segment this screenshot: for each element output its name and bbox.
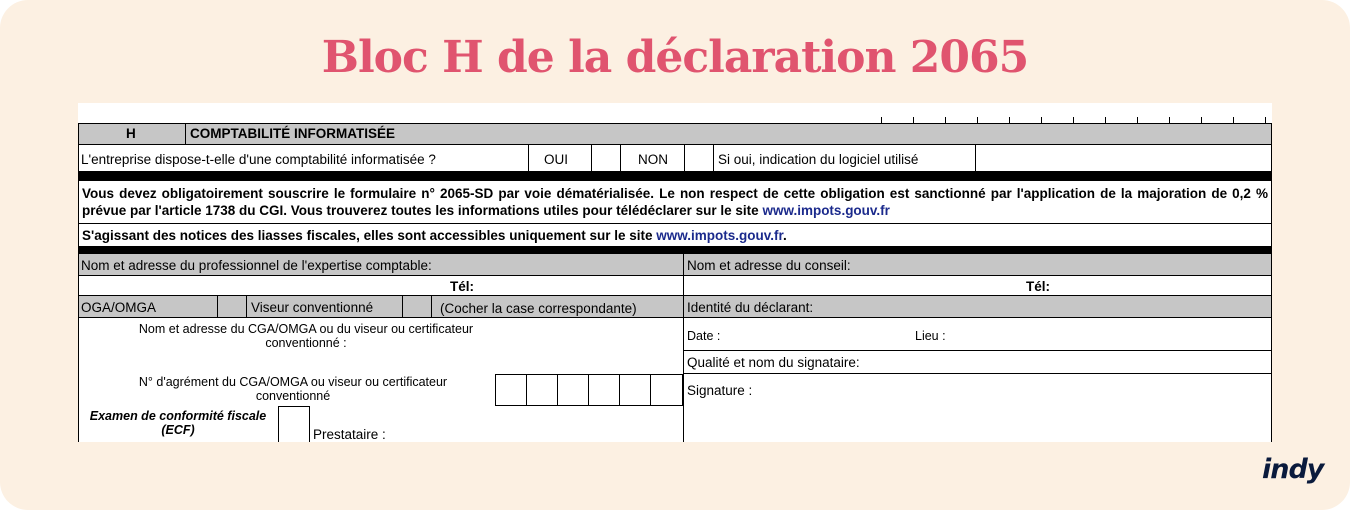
oga-label: OGA/OMGA [81,300,157,315]
divider [683,276,684,296]
divider [683,296,684,318]
non-label: NON [638,152,668,167]
divider [683,373,1272,374]
impots-link[interactable]: www.impots.gouv.fr [656,228,783,243]
separator-bar [78,246,1272,254]
divider [683,350,1272,351]
oga-checkbox[interactable] [217,296,247,318]
oui-checkbox[interactable] [591,145,621,172]
ecf-checkbox[interactable] [278,406,310,442]
software-field[interactable] [975,145,1272,172]
separator-bar [78,172,1272,181]
impots-link[interactable]: www.impots.gouv.fr [762,203,890,218]
conseil-label: Nom et adresse du conseil: [687,258,851,273]
agrement-label: N° d'agrément du CGA/OMGA ou viseur ou certificateur conventionné [138,375,448,403]
notice-obligation: Vous devez obligatoirement souscrire le formulaire n° 2065-SD par voie dématérialisée. Le non respect de cette obligation est sanctionné par l'application de la majoration de 0,2 % prévue par l'article 1738 du CGI. Vous trouverez toutes les informations utiles pour télédéclarer sur le site www.impots.gouv.fr [82,186,1268,218]
indy-logo: indy [1262,454,1324,485]
expert-label: Nom et adresse du professionnel de l'expertise comptable: [81,258,432,273]
signature-label: Signature : [687,383,753,398]
software-label: Si oui, indication du logiciel utilisé [718,152,919,167]
agrement-digit-box[interactable] [619,374,651,406]
identite-label: Identité du déclarant: [687,300,814,315]
tel-row [78,276,1272,296]
question-text: L'entreprise dispose-t-elle d'une comptabilité informatisée ? [81,152,436,167]
agrement-digit-box[interactable] [588,374,620,406]
agrement-digit-box[interactable] [526,374,558,406]
section-title: COMPTABILITÉ INFORMATISÉE [190,126,395,141]
section-letter: H [126,126,136,141]
cga-address-label: Nom et adresse du CGA/OMGA ou du viseur ou certificateur conventionné : [138,322,474,350]
form-excerpt [78,103,1272,442]
ecf-label: Examen de conformité fiscale (ECF) [89,409,267,437]
agrement-digit-box[interactable] [650,374,683,406]
notice-notices: S'agissant des notices des liasses fiscales, elles sont accessibles uniquement sur le site www.impots.gouv.fr. [82,228,787,243]
prestataire-label: Prestataire : [313,427,386,442]
divider [683,254,684,276]
oui-label: OUI [544,152,569,167]
viseur-label: Viseur conventionné [251,300,374,315]
viseur-checkbox[interactable] [402,296,432,318]
tel-left-label: Tél: [450,279,475,294]
lieu-label: Lieu : [915,329,946,343]
divider [683,318,684,442]
divider [528,145,529,172]
cocher-label: (Cocher la case correspondante) [440,301,637,316]
non-checkbox[interactable] [684,145,714,172]
agrement-digit-box[interactable] [557,374,589,406]
date-label: Date : [687,329,721,343]
qualite-label: Qualité et nom du signataire: [687,355,860,370]
tel-right-label: Tél: [1026,279,1051,294]
page-title: Bloc H de la déclaration 2065 [321,32,1029,83]
agrement-digit-box[interactable] [495,374,527,406]
